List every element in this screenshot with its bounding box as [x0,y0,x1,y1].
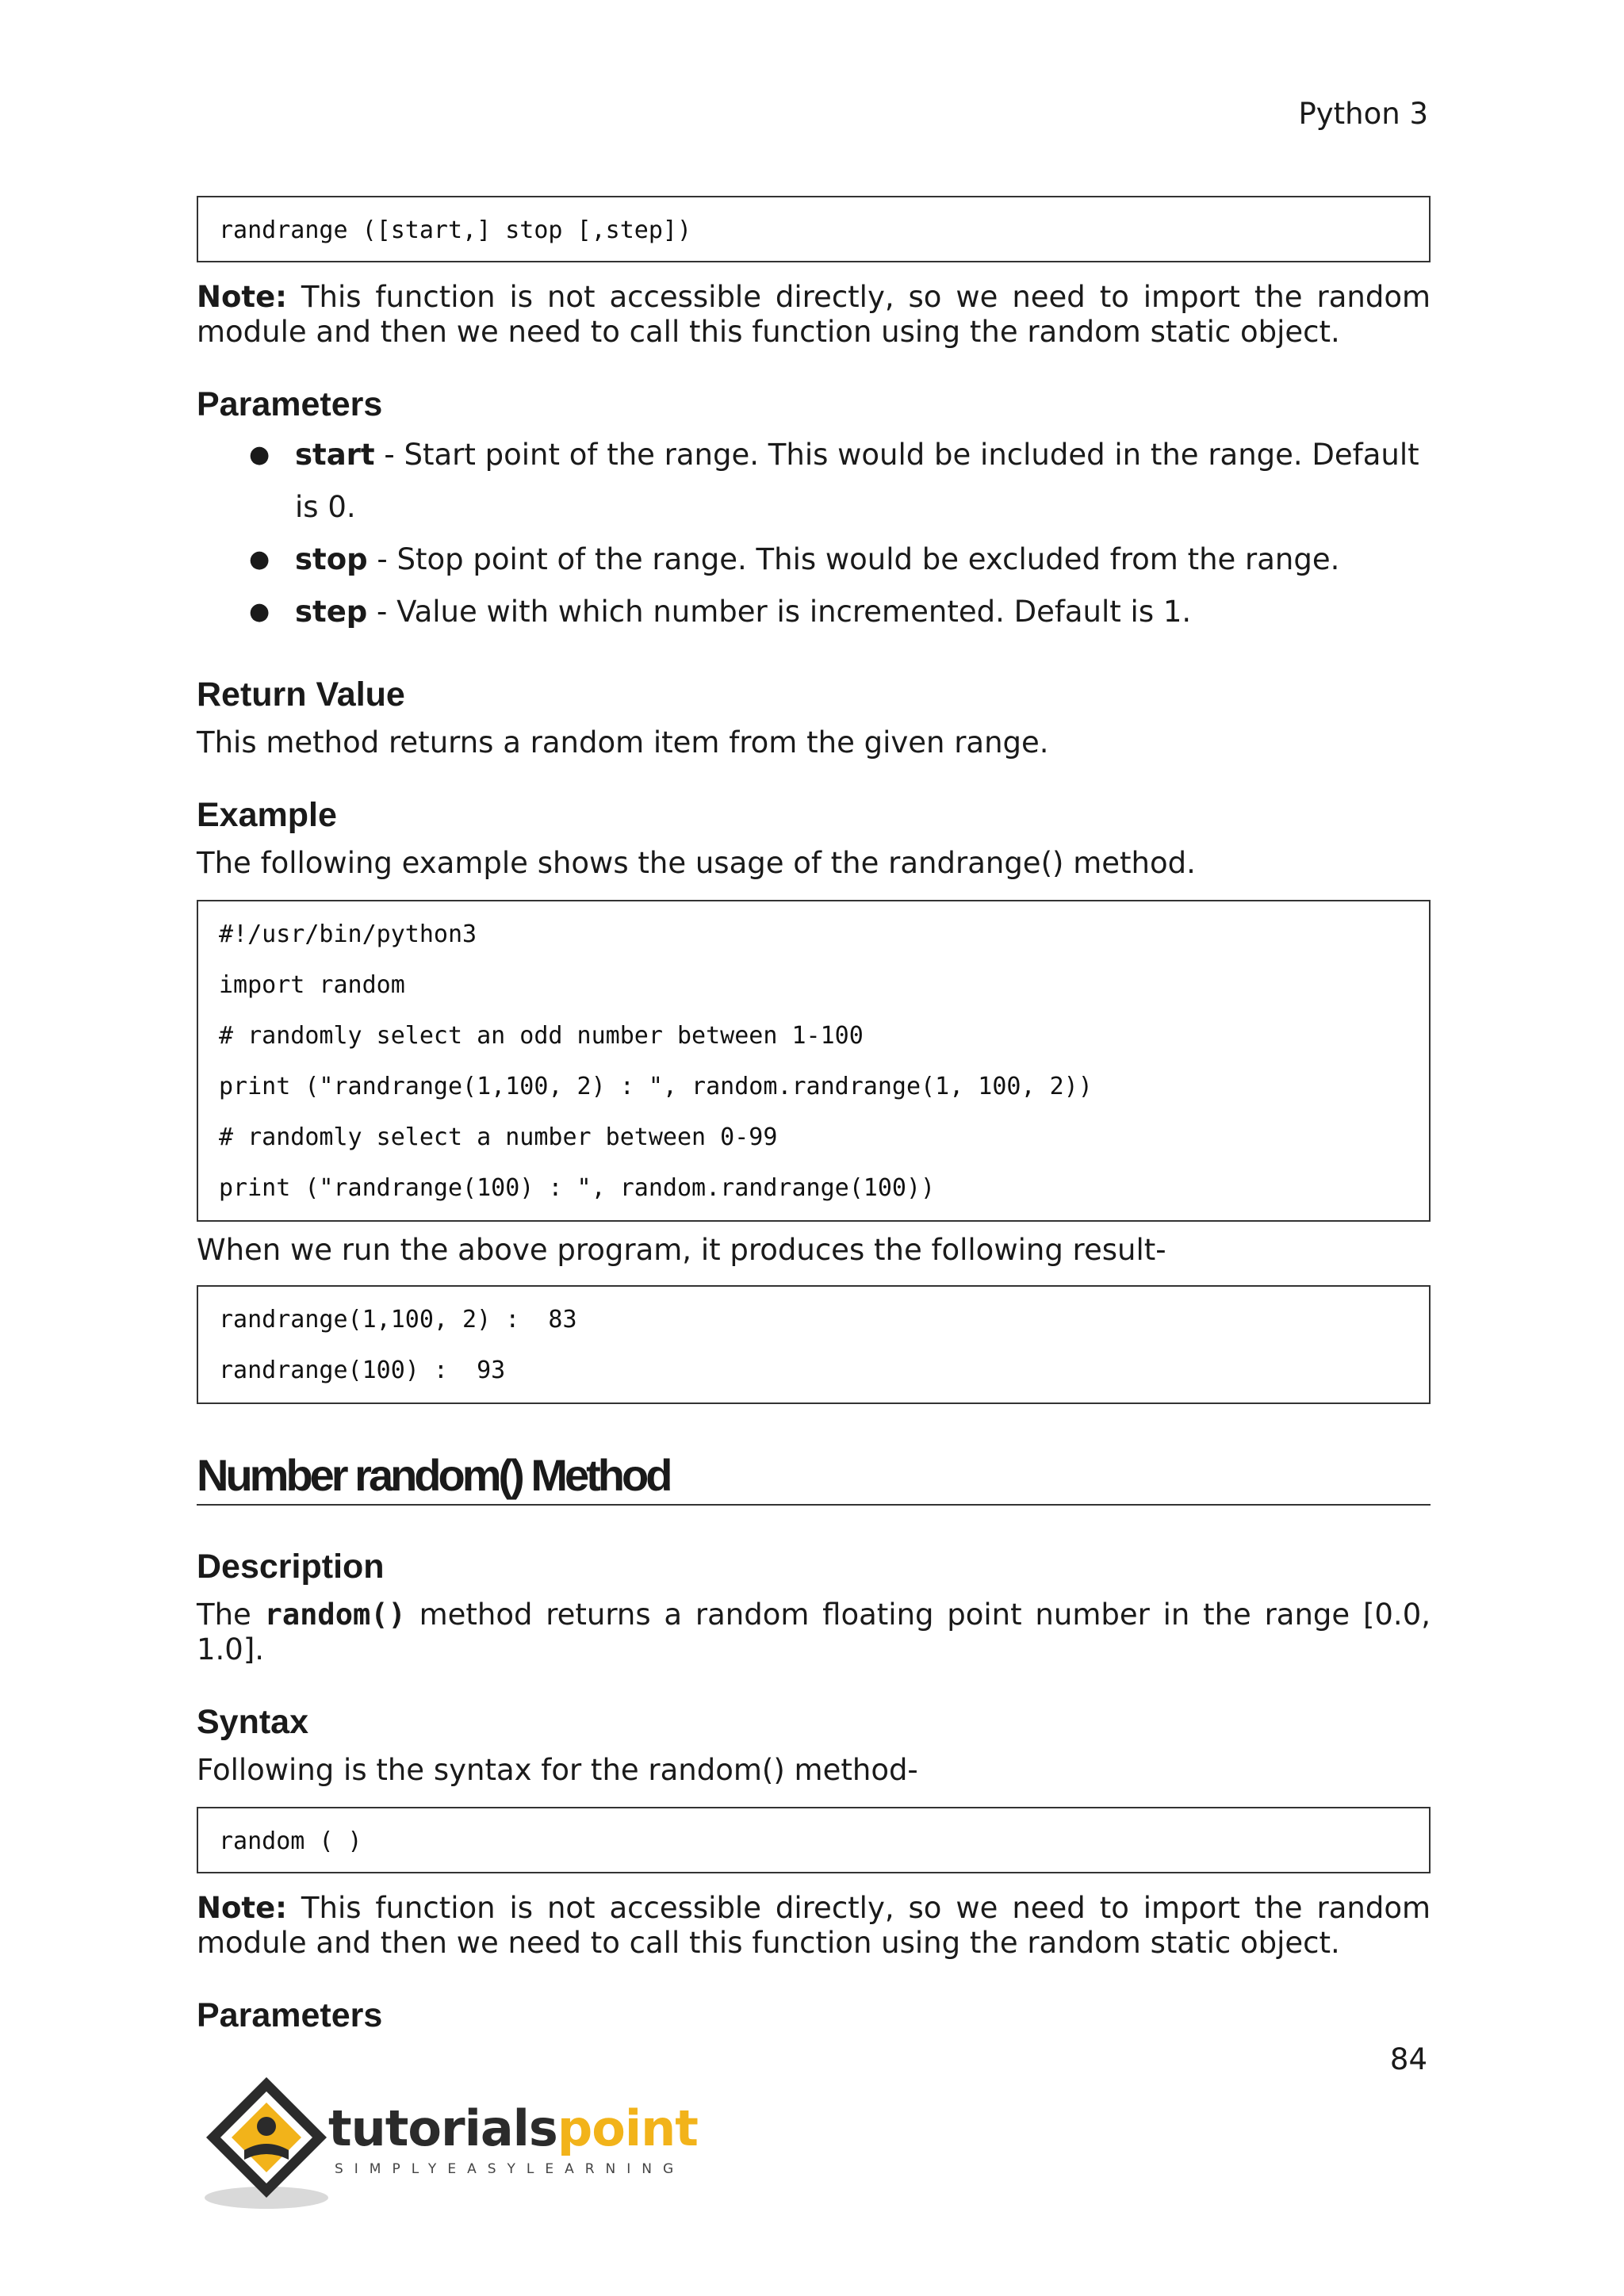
code-line: randrange(100) : 93 [219,1357,506,1384]
example-heading: Example [197,796,337,834]
page-content [197,196,1431,2035]
section-title: Number random() Method [197,1450,1431,1506]
example-intro: The following example shows the usage of the randrange() method. [197,846,1196,880]
syntax-code-block [197,196,1431,262]
note-paragraph [197,280,1431,350]
code-line: import random [219,971,405,999]
code-line: #!/usr/bin/python3 [219,920,477,948]
parameters-heading: Parameters [197,385,383,423]
param-name: stop [295,542,368,576]
logo-text-b: point [557,2099,698,2157]
note-text: This function is not accessible directly, so we need to import the random module and then we need to call this function using the random static object. [197,1891,1431,1960]
bullet-icon: ● [249,545,270,573]
parameters-list [197,429,1431,638]
description-prefix: The [197,1598,265,1632]
note-paragraph [197,1891,1431,1961]
list-item [249,534,1431,586]
param-name: start [295,438,375,472]
list-item [249,429,1431,534]
page-number: 84 [1389,2042,1427,2076]
description-code: random() [264,1598,406,1632]
page-header-title: Python 3 [1298,97,1428,131]
note-text: This function is not accessible directly, so we need to import the random module and then we need to call this function using the random static object. [197,280,1431,349]
syntax-intro: Following is the syntax for the random() method- [197,1753,918,1787]
description-text [197,1598,1431,1667]
parameters-heading: Parameters [197,1996,383,2034]
tutorialspoint-logo [195,2071,698,2214]
description-heading: Description [197,1548,385,1586]
code-line: randrange(1,100, 2) : 83 [219,1306,577,1334]
note-label: Note: [197,280,287,314]
code-line: print ("randrange(100) : ", random.randrange(100)) [219,1174,936,1202]
syntax-heading: Syntax [197,1703,309,1741]
result-intro: When we run the above program, it produces the following result- [197,1233,1166,1267]
description-suffix: method returns a random floating point number in the range [0.0, 1.0]. [197,1598,1431,1667]
param-desc: - Value with which number is incremented. Default is 1. [367,595,1192,629]
bullet-icon: ● [249,598,270,626]
param-desc: - Start point of the range. This would be included in the range. Default is 0. [295,438,1419,524]
bullet-icon: ● [249,441,270,469]
param-name: step [295,595,368,629]
random-syntax-code-block [197,1807,1431,1873]
logo-wordmark [328,2099,698,2157]
return-value-heading: Return Value [197,675,405,714]
code-line: random ( ) [219,1827,362,1855]
code-line: randrange ([start,] stop [,step]) [219,216,692,244]
logo-tagline: SIMPLYEASYLEARNING [335,2161,685,2177]
code-line: # randomly select a number between 0-99 [219,1123,778,1151]
code-line: # randomly select an odd number between 1-100 [219,1022,864,1050]
list-item [249,586,1431,638]
note-label: Note: [197,1891,287,1925]
return-value-text: This method returns a random item from the given range. [197,725,1049,760]
example-code-block [197,900,1431,1222]
code-line: print ("randrange(1,100, 2) : ", random.randrange(1, 100, 2)) [219,1073,1093,1100]
param-desc: - Stop point of the range. This would be excluded from the range. [367,542,1340,576]
logo-text-a: tutorials [328,2099,557,2157]
logo-diamond-icon [195,2071,338,2214]
output-code-block [197,1285,1431,1404]
